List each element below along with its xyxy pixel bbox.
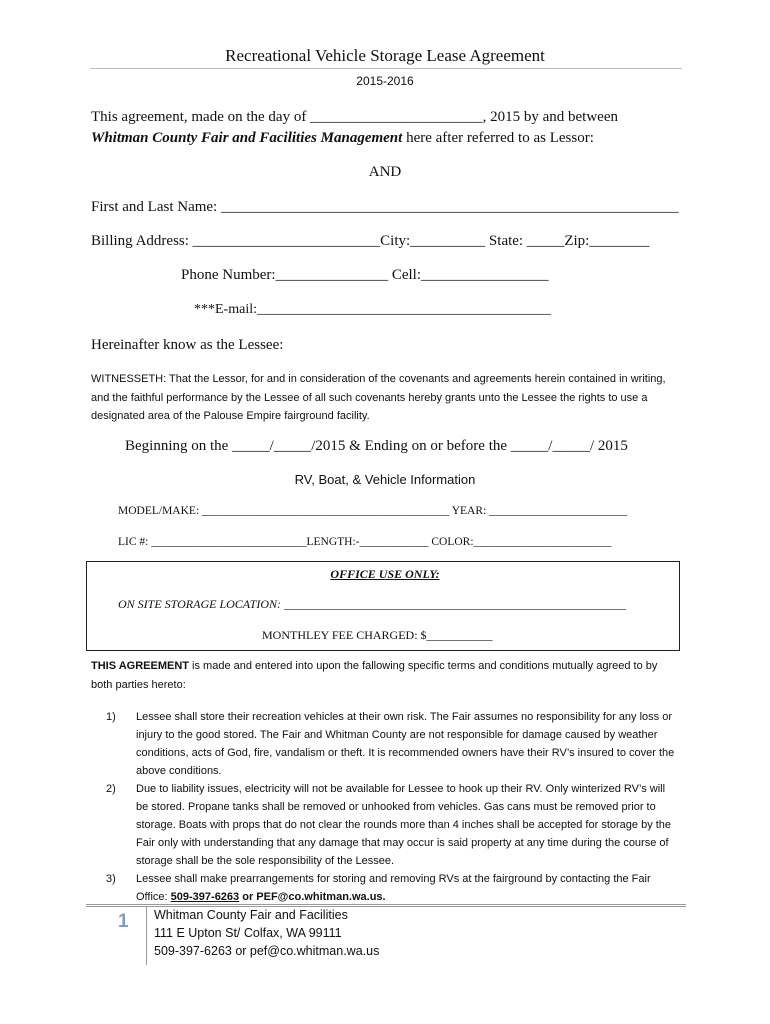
office-use-title: OFFICE USE ONLY: [330,567,440,581]
monthly-fee-field[interactable]: MONTHLEY FEE CHARGED: $___________ [262,628,493,642]
footer-organization: Whitman County Fair and Facilities [154,908,348,922]
document-year: 2015-2016 [356,74,414,88]
phone-field[interactable]: Phone Number:_______________ Cell:_________________ [181,267,549,283]
intro-line-1: This agreement, made on the day of _______________________, 2015 by and between [91,109,618,125]
list-item-number: 3) [106,873,116,885]
list-item-number: 2) [106,783,116,795]
title-divider [90,68,682,69]
footer-divider [86,904,686,907]
fair-office-contact [171,891,386,903]
intro-line-2-rest: here after referred to as Lessor: [402,130,594,146]
list-item-text-body: Lessee shall make prearrangements for storing and removing RVs at the fairground by contacting the Fair Office: [136,873,651,903]
vehicle-info-heading: RV, Boat, & Vehicle Information [294,472,476,487]
intro-line-2 [91,130,594,147]
footer-vertical-divider [146,907,147,965]
and-separator: AND [368,164,402,180]
lessor-name: Whitman County Fair and Facilities Management [91,130,403,146]
name-field[interactable]: First and Last Name: _____________________________________________________________ [91,199,679,215]
email-field[interactable]: ***E-mail:__________________________________________ [194,302,551,317]
document-title: Recreational Vehicle Storage Lease Agreement [225,46,545,65]
storage-location-field[interactable]: ON SITE STORAGE LOCATION: _________________________________________________________ [118,597,627,611]
model-year-field[interactable]: MODEL/MAKE: ___________________________________________ YEAR: ________________________ [118,505,628,517]
page-number: 1 [118,911,129,932]
agreement-lead: THIS AGREEMENT [91,660,189,672]
fair-office-email: or PEF@co.whitman.wa.us. [239,891,386,903]
billing-address-field[interactable]: Billing Address: _________________________City:__________ State: _____Zip:________ [91,233,650,249]
footer-address: 111 E Upton St/ Colfax, WA 99111 [154,926,342,940]
list-item-text: Due to liability issues, electricity will not be available for Lessee to hook up their RV. Only winterized RV’s will be stored. Propane tanks shall be removed or unhooked from vehicles. Gas cans must be removed prior to storage. Boats with props that do not clear the rounds more than 4 inches shall be accepted for storage by the Fair only with understanding that any damage that may occur is said property at any time during the course of storage shall be the sole responsibility of the Lessee. [136,783,672,867]
footer-contact: 509-397-6263 or pef@co.whitman.wa.us [154,944,380,958]
license-length-color-field[interactable]: LIC #: ___________________________LENGTH:-____________ COLOR:________________________ [118,536,612,548]
lessee-statement: Hereinafter know as the Lessee: [91,337,284,353]
agreement-paragraph [91,657,681,695]
list-item-text: Lessee shall store their recreation vehicles at their own risk. The Fair assumes no responsibility for any loss or injury to the good stored. The Fair and Whitman County are not responsible for damage caused by weather conditions, acts of God, fire, vandalism or theft. It is recommended owners have their RV’s insured to cover the above conditions. [136,711,675,777]
lease-term-dates[interactable]: Beginning on the _____/_____/2015 & Ending on or before the _____/_____/ 2015 [125,438,628,454]
list-item-number: 1) [106,711,116,723]
fair-office-phone: 509-397-6263 [170,891,240,903]
list-item-text [136,870,678,906]
witnesseth-paragraph: WITNESSETH: That the Lessor, for and in consideration of the covenants and agreements herein contained in writing, and the faithful performance by the Lessee of all such covenants hereby grants unto the Lessee the rights to use a designated area of the Palouse Empire fairground facility. [91,373,666,422]
agreement-rest: is made and entered into upon the fallowing specific terms and conditions mutually agreed to by both parties hereto: [91,660,658,691]
